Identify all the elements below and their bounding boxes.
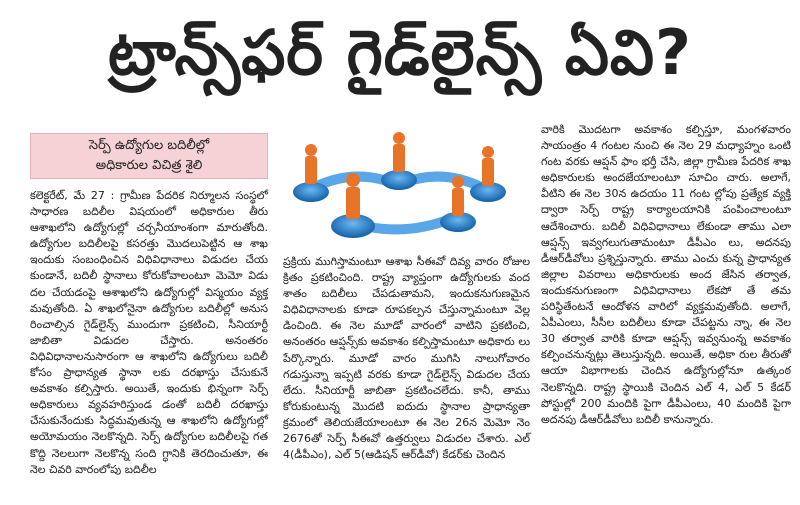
subheading-box	[30, 133, 268, 179]
subheading-line-1: సెర్ప్ ఉద్యోగుల బదిలీల్లో	[88, 138, 210, 153]
article-column-1: కలెక్టరేట్, మే 27 : గ్రామీణ పేదరిక నిర్మూలన సంస్థలో సాధారణ బదిలీల విషయంలో అధికారుల తీరు ఆశాఖలోని ఉద్యోగుల్లో చర్చనీయాంశంగా మారుతోంది. ఉద్యోగుల బదిలీలపై కసరత్తు మొదలుపెట్టిన ఆ శాఖ ఇందుకు సంబంధించిన విధివిధానాలు విడుదల చేయ కుండానే, బదిలీ స్థానాలు కోరుకోవాలంటూ మెమో విడు దల చేయడంపై ఆశాఖలోని ఉద్యోగుల్లో విస్మయం వ్యక్త మవుతోంది. ఏ శాఖలోనైనా ఉద్యోగుల బదిలీల్లో అనుస రించాల్సిన గైడ్‌లైన్స్ ముందుగా ప్రకటించి, సీనియార్టీ జాబితా విడుదల చేస్తారు. అనంతరం విధివిధానాలనుసారంగా ఆ శాఖలోని ఉద్యోగులు బదిలీ కోసం ప్రాధాన్యత స్థానా లకు దరఖాస్తు చేసుకునే అవకాశం కల్పిస్తారు. అయితే, ఇందుకు భిన్నంగా సెర్ప్ అధికారులు వ్యవహరిస్తుండ డంతో బదిలీ దరఖాస్తు చేసుకునేందుకు సిద్ధమవుతున్న ఆ శాఖలోని ఉద్యోగుల్లో అయోమయం నెలకొన్నది. సెర్ప్ ఉద్యోగుల బదిలీలపై గత కొద్ది నెలలుగా నెలకొన్న సంది గ్ధానికి తెరదించుతూ, ఈ నెల చివరి వారంలోపు బదిలీల	[30, 189, 268, 476]
node-icon	[293, 182, 329, 202]
node-icon	[381, 170, 417, 190]
people-network-graphic	[283, 128, 530, 250]
subheading-line-2: అధికారుల విచిత్ర శైలి	[95, 158, 203, 173]
article-column-3: వారికి మొదటగా అవకాశం కల్పిస్తూ, మంగళవారం సాయంత్రం 4 గంటల నుంచి ఈ నెల 29 మధ్యాహ్నం ఒంటి గంట వరకు ఆప్షన్ ఫాం భర్తీ చేసి, జిల్లా గ్రామీణ పేదరిక శాఖ అధికారులకు అందజేయాలంటూ సూచిం చారు. అలాగే, వీటిని ఈ నెల 30న ఉదయం 11 గంట ల్లోపు ప్రత్యేక వ్యక్తి ద్వారా సెర్ప్ రాష్ట్ర కార్యాలయానికి పంపించాలంటూ ఆదేశించారు. బదిలీ విధివిధానాలు లేకుండా తాము ఎలా ఆప్షన్స్ ఇవ్వగలుగుతామంటూ డీపీఎం లు, అదనపు డీఆర్‌డీవోలు ప్రశ్నిస్తున్నారు. తాము ఎంచు కున్న ప్రాధాన్యత జిల్లాల వివరాలు అధికారులకు అంద జేసిన తర్వాత, ఇందుకనుగుణంగా విధివిధానాలు లేకపో తే తమ పరిస్థితేంటనే ఆందోళన వారిలో వ్యక్తమవుతోంది. అలాగే, ఏపీఎంలు, సీసీల బదిలీలు కూడా చేపట్టను న్నా, ఈ నెల 30 తర్వాత వారికి కూడా ఆప్షన్స్ ఇవ్వనుంన్న అవకాశం కల్పించనున్నట్లు తెలుస్తున్నది. అయితే, అధికా రుల తీరుతో ఆయా విభాగాలకు చెందిన ఉద్యోగుల్లోనూ ఉత్కంఠ నెలకొన్నది. రాష్ట్ర స్థాయికి చెందిన ఎల్ 4, ఎల్ 5 కేడర్ పోస్టుల్లో 200 మందికి పైగా డీపీఎంలు, 40 మందికి పైగా అదనపు డీఆర్‌డీవోలు బదిలీ కానున్నారు.	[541, 123, 791, 426]
headline: ట్రాన్స్‌ఫర్ గైడ్‌లైన్స్ ఏవి?	[108, 16, 692, 89]
article-column-2: ప్రక్రియ ముగిస్తామంటూ ఆశాఖ సీఈవో దివ్య వారం రోజుల క్రితం ప్రకటించింది. రాష్ట్ర వ్యాప్తంగా ఉద్యోగులకు వంద శాతం బదిలీలు చేపడుతామని, ఇందుకనుగుణమైన విధివిధానాలకు కూడా రూపకల్పన చేస్తున్నామంటూ వెల్ల డించింది. ఈ నెల మూడో వారంలో వాటిని ప్రకటించి, అనంతరం ఆప్షన్స్‌కు అవకాశం కల్పిస్తామంటూ అధికారు లు పేర్కొన్నారు. మూడో వారం ముగిసి నాలుగోవారం గడుస్తున్నా ఇప్పటి వరకు కూడా గైడ్‌లైన్స్ విడుదల చేయ లేదు. సీనియార్టీ జాబితా ప్రకటించలేదు. కానీ, తాము కోరుకుంటున్న మొదటి ఐదుదు స్థానాల ప్రాధాన్యతా క్రమంలో తెలియజేయాలంటూ ఈ నెల 26న మెమో నెం 2676తో సెర్ప్ సీఈవో ఉత్తర్వులు విడుదల చేశారు. ఎల్ 4(డీపీఎం), ఎల్ 5(ఆడిషన్ ఆర్‌డీవో) కేడర్‌కు చెందిన	[283, 255, 530, 462]
